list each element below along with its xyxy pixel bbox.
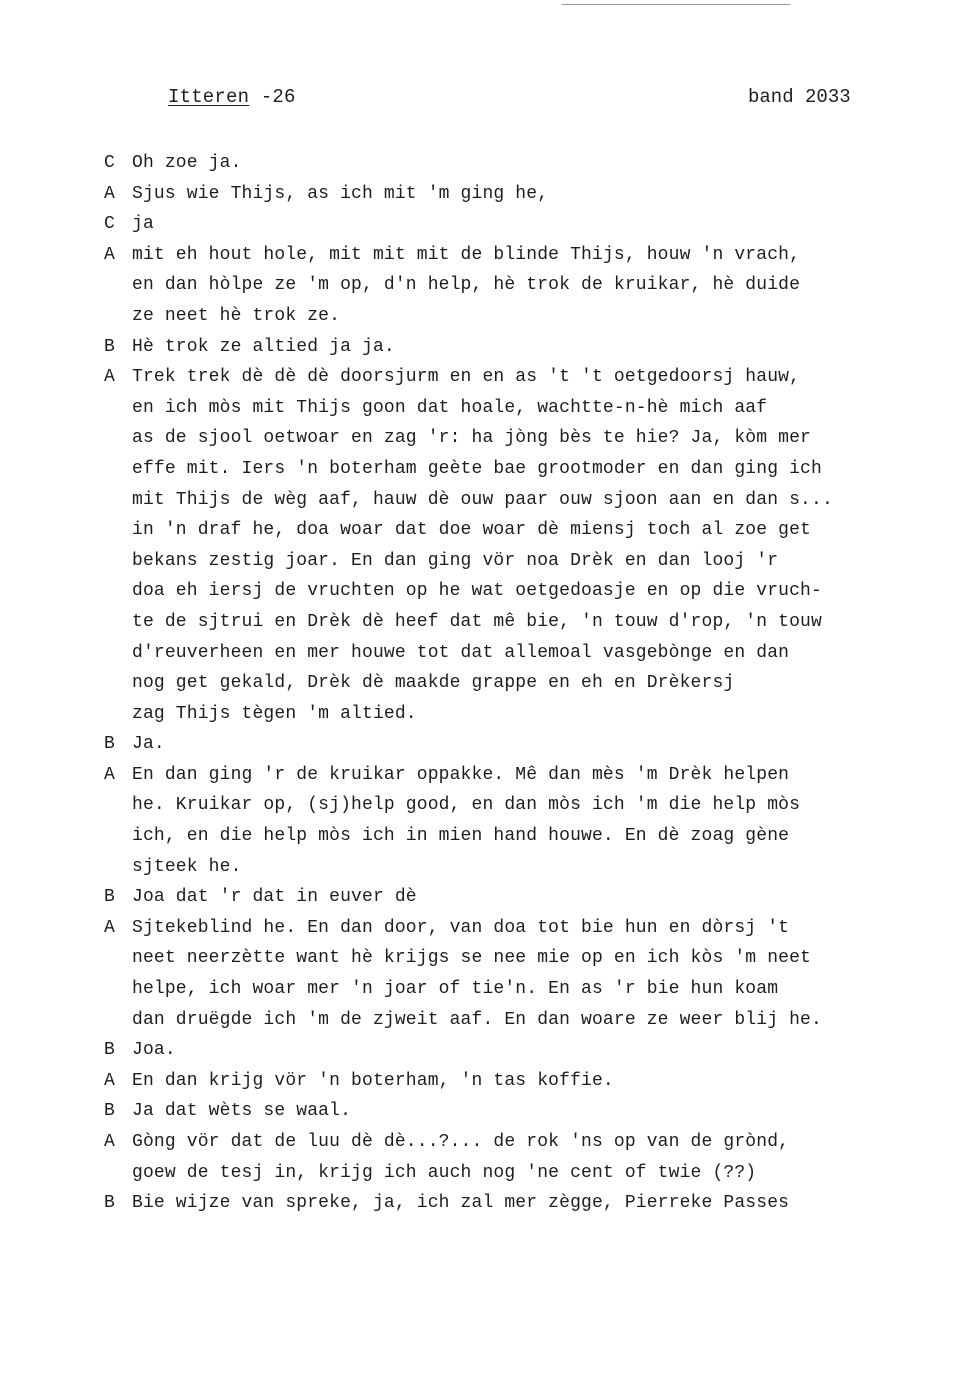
speaker-label: B <box>104 1040 115 1061</box>
utterance-line: ich, en die help mòs ich in mien hand houwe. En dè zoag gène <box>132 826 790 847</box>
utterance-line: mit eh hout hole, mit mit mit de blinde Thijs, houw 'n vrach, <box>132 244 801 265</box>
speaker-label: B <box>104 734 115 755</box>
speaker-turn <box>104 240 924 332</box>
page-number: -26 <box>249 86 296 108</box>
speaker-turn <box>104 332 924 363</box>
utterance-line: goew de tesj in, krijg ich auch nog 'ne cent of twie (??) <box>132 1162 757 1183</box>
utterance-line: En dan krijg vör 'n boterham, 'n tas koffie. <box>132 1070 614 1091</box>
speaker-label: A <box>104 367 115 388</box>
speaker-turn <box>104 1096 924 1127</box>
speaker-turn <box>104 882 924 913</box>
speaker-label: A <box>104 244 115 265</box>
utterance-line: Sjtekeblind he. En dan door, van doa tot bie hun en dòrsj 't <box>132 917 790 938</box>
utterance-line: ja <box>132 214 154 235</box>
utterance-line: en ich mòs mit Thijs goon dat hoale, wachtte-n-hè mich aaf <box>132 397 768 418</box>
speaker-label: B <box>104 887 115 908</box>
speaker-label: B <box>104 1101 115 1122</box>
utterance-line: Joa dat 'r dat in euver dè <box>132 887 417 908</box>
speaker-turn <box>104 1035 924 1066</box>
speaker-turn <box>104 209 924 240</box>
speaker-label: C <box>104 153 115 173</box>
utterance-line: zag Thijs tègen 'm altied. <box>132 703 417 724</box>
utterance-line: nog get gekald, Drèk dè maakde grappe en eh en Drèkersj <box>132 673 735 694</box>
utterance-line: Ja dat wèts se waal. <box>132 1101 352 1122</box>
utterance-line: Trek trek dè dè dè doorsjurm en en as 't 't oetgedoorsj hauw, <box>132 367 801 388</box>
transcript <box>104 148 924 1219</box>
utterance-line: Oh zoe ja. <box>132 153 242 173</box>
utterance-line: te de sjtrui en Drèk dè heef dat mê bie, 'n touw d'rop, 'n touw <box>132 611 822 632</box>
utterance-line: Ja. <box>132 734 165 755</box>
speaker-label: A <box>104 917 115 938</box>
utterance-line: helpe, ich woar mer 'n joar of tie'n. En as 'r bie hun koam <box>132 979 779 1000</box>
utterance-line: Hè trok ze altied ja ja. <box>132 336 395 357</box>
speaker-turn <box>104 1188 924 1219</box>
speaker-label: C <box>104 214 115 235</box>
speaker-label: B <box>104 336 115 357</box>
utterance-line: Bie wijze van spreke, ja, ich zal mer zègge, Pierreke Passes <box>132 1193 790 1214</box>
utterance-line: mit Thijs de wèg aaf, hauw dè ouw paar ouw sjoon aan en dan s... <box>132 489 833 510</box>
speaker-turn <box>104 179 924 210</box>
page-header-left <box>168 86 296 108</box>
speaker-turn <box>104 1066 924 1097</box>
utterance-line: Gòng vör dat de luu dè dè...?... de rok 'ns op van de grònd, <box>132 1132 790 1152</box>
utterance-line: ze neet hè trok ze. <box>132 305 341 326</box>
utterance-line: he. Kruikar op, (sj)help good, en dan mòs ich 'm die help mòs <box>132 795 801 816</box>
speaker-turn <box>104 148 924 179</box>
utterance-line: bekans zestig joar. En dan ging vör noa Drèk en dan looj 'r <box>132 550 779 571</box>
utterance-line: neet neerzètte want hè krijgs se nee mie op en ich kòs 'm neet <box>132 948 812 969</box>
speaker-label: A <box>104 764 115 785</box>
utterance-line: effe mit. Iers 'n boterham geète bae grootmoder en dan ging ich <box>132 458 822 479</box>
speaker-turn <box>104 362 924 729</box>
tape-number: band 2033 <box>748 86 851 108</box>
utterance-line: en dan hòlpe ze 'm op, d'n help, hè trok de kruikar, hè duide <box>132 275 801 296</box>
speaker-label: B <box>104 1193 115 1214</box>
speaker-turn <box>104 1127 924 1188</box>
utterance-line: sjteek he. <box>132 856 242 877</box>
utterance-line: Joa. <box>132 1040 176 1061</box>
utterance-line: dan druëgde ich 'm de zjweit aaf. En dan woare ze weer blij he. <box>132 1009 822 1030</box>
speaker-turn <box>104 913 924 1035</box>
utterance-line: d'reuverheen en mer houwe tot dat allemoal vasgebònge en dan <box>132 642 790 663</box>
speaker-label: A <box>104 1132 115 1152</box>
utterance-line: as de sjool oetwoar en zag 'r: ha jòng bès te hie? Ja, kòm mer <box>132 428 812 449</box>
utterance-line: En dan ging 'r de kruikar oppakke. Mê dan mès 'm Drèk helpen <box>132 764 790 785</box>
speaker-label: A <box>104 1070 115 1091</box>
place-name: Itteren <box>168 86 250 108</box>
utterance-line: doa eh iersj de vruchten op he wat oetgedoasje en op die vruch- <box>132 581 822 602</box>
speaker-turn <box>104 760 924 882</box>
utterance-line: in 'n draf he, doa woar dat doe woar dè miensj toch al zoe get <box>132 520 812 541</box>
speaker-turn <box>104 729 924 760</box>
speaker-label: A <box>104 183 115 204</box>
utterance-line: Sjus wie Thijs, as ich mit 'm ging he, <box>132 183 549 204</box>
top-rule <box>562 4 790 5</box>
